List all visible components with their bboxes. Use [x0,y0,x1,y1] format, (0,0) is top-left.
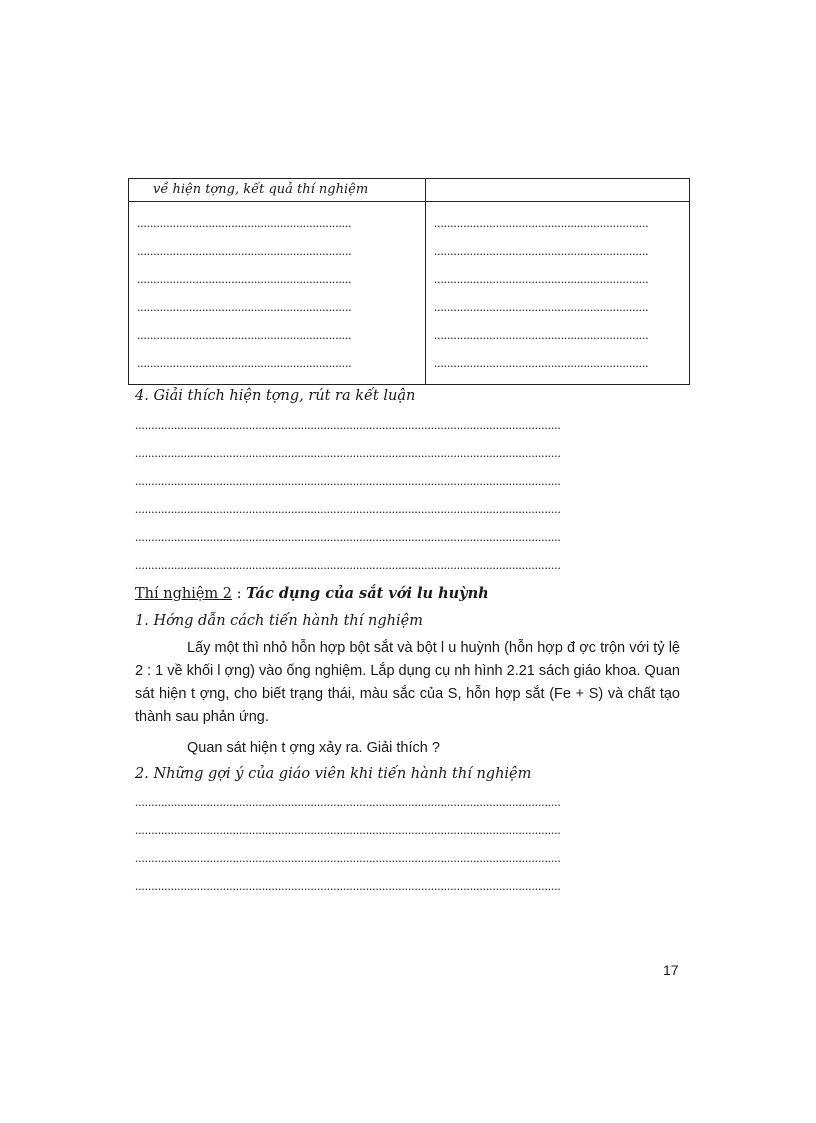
dotted-line: ................................................................................................................................... [135,558,561,572]
dotted-line: .................................................................. [137,244,352,258]
dotted-line: .................................................................. [137,272,352,286]
observation-table [128,178,690,385]
table-header-left: về hiện tợng, kết quả thí nghiệm [129,179,426,202]
dotted-line: .................................................................. [434,300,649,314]
dotted-line: ................................................................................................................................... [135,879,561,893]
dotted-line: .................................................................. [434,272,649,286]
experiment-label: Thí nghiệm 2 [135,586,233,602]
dotted-line: .................................................................. [434,244,649,258]
experiment-separator: : [232,586,247,602]
experiment-2-heading [135,585,489,602]
step-2-title: 2. Những gợi ý của giáo viên khi tiến hành thí nghiệm [135,766,532,782]
section-4-answer-lines [135,418,663,586]
dotted-line: ................................................................................................................................... [135,474,561,488]
dotted-line: .................................................................. [137,300,352,314]
dotted-line: .................................................................. [137,328,352,342]
table-cell-left [129,202,426,385]
section-4-title: 4. Giải thích hiện tợng, rút ra kết luận [135,388,416,404]
dotted-line: .................................................................. [434,328,649,342]
dotted-line: ................................................................................................................................... [135,446,561,460]
table-cell-right [426,202,690,385]
dotted-line: ................................................................................................................................... [135,418,561,432]
dotted-line: ................................................................................................................................... [135,530,561,544]
dotted-line: ................................................................................................................................... [135,823,561,837]
table-header-right [426,179,690,202]
dotted-line: .................................................................. [434,216,649,230]
dotted-line: .................................................................. [137,356,352,370]
step-1-title: 1. Hớng dẫn cách tiến hành thí nghiệm [135,613,423,629]
instruction-paragraph: Lấy một thì nhỏ hỗn hợp bột sắt và bột l u huỳnh (hỗn hợp đ ợc trộn với tỷ lệ 2 : 1 về khối l ợng) vào ống nghiệm. Lắp dụng cụ nh hình 2.21 sách giáo khoa. Quan sát hiện t ợng, cho biết trạng thái, màu sắc của S, hỗn hợp sắt (Fe + S) và chất tạo thành sau phản ứng. [135,640,680,725]
dotted-line: .................................................................. [434,356,649,370]
experiment-title: Tác dụng của sắt với lu huỳnh [246,585,489,602]
observation-prompt: Quan sát hiện t ợng xảy ra. Giải thích ? [187,740,440,756]
dotted-line: ................................................................................................................................... [135,851,561,865]
page-number: 17 [663,962,679,978]
dotted-line: .................................................................. [137,216,352,230]
dotted-line: ................................................................................................................................... [135,502,561,516]
dotted-line: ................................................................................................................................... [135,795,561,809]
step-2-answer-lines [135,795,663,907]
